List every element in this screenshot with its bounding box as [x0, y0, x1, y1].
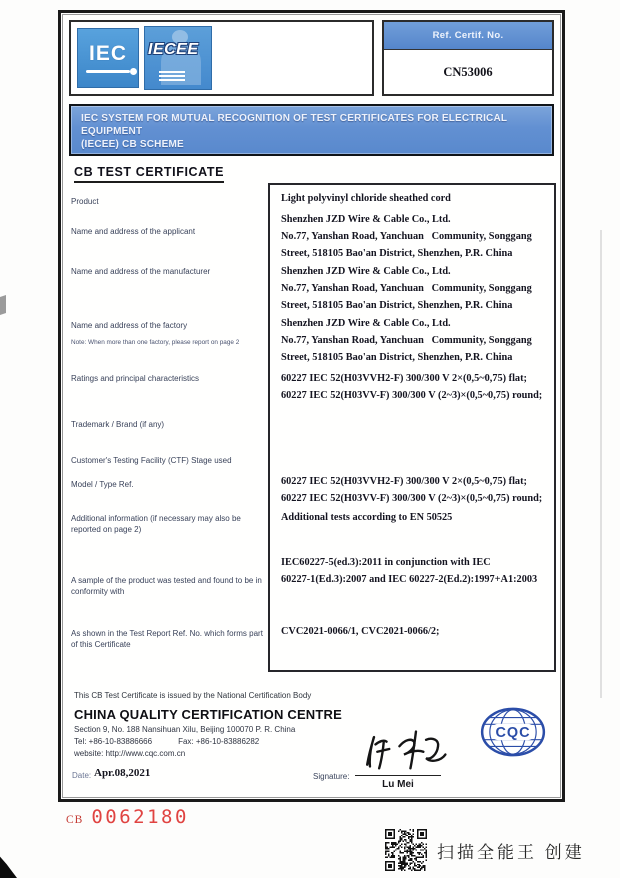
- label-model-type-ref: Model / Type Ref.: [71, 480, 134, 489]
- scheme-banner: [69, 104, 554, 156]
- iecee-logo-icon: [144, 26, 212, 90]
- certificate-frame: [58, 10, 565, 802]
- certificate-title: CB TEST CERTIFICATE: [74, 165, 224, 183]
- value-factory: Shenzhen JZD Wire & Cable Co., Ltd. No.77, Yanshan Road, Yanchuan Community, Songgang Street, 518105 Bao'an District, Shenzhen, P.R. China: [281, 318, 532, 364]
- ncb-website: website: http://www.cqc.com.cn: [74, 749, 186, 758]
- iec-logo-underline: [86, 70, 130, 73]
- ncb-tel: Tel: +86-10-83886666: [74, 737, 153, 746]
- cb-number: 0062180: [91, 806, 189, 828]
- handwritten-signature: [358, 723, 450, 775]
- iec-logo-text: IEC: [88, 42, 127, 65]
- fields-table: [71, 183, 556, 675]
- iecee-logo-text: IECEE: [148, 41, 199, 58]
- value-product: Light polyvinyl chloride sheathed cord: [281, 193, 451, 204]
- cqc-logo: [478, 705, 548, 759]
- value-ratings: 60227 IEC 52(H03VVH2-F) 300/300 V 2×(0,5~0,75) flat; 60227 IEC 52(H03VV-F) 300/300 V (2~3)×(0,5~0,75) round;: [281, 373, 543, 402]
- value-model-type-ref: 60227 IEC 52(H03VVH2-F) 300/300 V 2×(0,5~0,75) flat; 60227 IEC 52(H03VV-F) 300/300 V (2~3)×(0,5~0,75) round;: [281, 476, 543, 505]
- values-box: [268, 183, 556, 672]
- ref-certif-box: [382, 20, 554, 96]
- ncb-name: CHINA QUALITY CERTIFICATION CENTRE: [74, 707, 342, 722]
- label-factory: Name and address of the factory: [71, 321, 188, 330]
- signature-label: Signature:: [313, 772, 350, 781]
- scanner-watermark: [385, 829, 585, 871]
- date-label: Date:: [72, 771, 92, 780]
- scheme-banner-line2: (IECEE) CB SCHEME: [81, 139, 184, 150]
- value-additional-info: Additional tests according to EN 50525: [281, 512, 453, 523]
- issued-by-text: This CB Test Certificate is issued by the National Certification Body: [74, 691, 312, 700]
- value-test-report: CVC2021-0066/1, CVC2021-0066/2;: [281, 626, 440, 637]
- date-value: Apr.08,2021: [94, 767, 151, 779]
- ncb-fax: Fax: +86-10-83886282: [178, 737, 260, 746]
- label-ratings: Ratings and principal characteristics: [71, 374, 200, 383]
- signature-line: [355, 775, 441, 776]
- label-trademark: Trademark / Brand (if any): [71, 420, 165, 429]
- scan-corner-shadow: [0, 852, 17, 878]
- label-applicant: Name and address of the applicant: [71, 227, 196, 236]
- logo-box: [69, 20, 374, 96]
- label-conformity: A sample of the product was tested and found to be in conformity with: [71, 576, 262, 596]
- ref-certif-value: CN53006: [443, 64, 493, 79]
- certificate-title-wrap: [74, 163, 224, 183]
- value-manufacturer: Shenzhen JZD Wire & Cable Co., Ltd. No.77, Yanshan Road, Yanchuan Community, Songgang Street, 518105 Bao'an District, Shenzhen, P.R. China: [281, 266, 532, 312]
- signer-name: Lu Mei: [382, 779, 414, 790]
- scanner-watermark-text: 扫描全能王 创建: [437, 842, 585, 862]
- label-additional-info: Additional information (if necessary may also be reported on page 2): [71, 514, 241, 534]
- scheme-banner-line1: IEC SYSTEM FOR MUTUAL RECOGNITION OF TEST CERTIFICATES FOR ELECTRICAL EQUIPMENT: [81, 113, 508, 137]
- label-product: Product: [71, 197, 99, 206]
- label-manufacturer: Name and address of the manufacturer: [71, 267, 211, 276]
- label-ctf-stage: Customer's Testing Facility (CTF) Stage used: [71, 456, 232, 465]
- value-conformity: IEC60227-5(ed.3):2011 in conjunction with IEC 60227-1(Ed.3):2007 and IEC 60227-2(Ed.2):1997+A1:2003: [281, 557, 538, 586]
- scan-fold-line: [600, 230, 602, 698]
- iec-logo-icon: [77, 28, 139, 88]
- value-applicant: Shenzhen JZD Wire & Cable Co., Ltd. No.77, Yanshan Road, Yanchuan Community, Songgang Street, 518105 Bao'an District, Shenzhen, P.R. China: [281, 214, 532, 260]
- iec-logo-dot: [130, 68, 137, 75]
- ncb-tel-fax: [74, 737, 259, 746]
- scan-edge-mark: [0, 295, 6, 315]
- cb-prefix: CB: [66, 814, 84, 826]
- ncb-address: Section 9, No. 188 Nansihuan Xilu, Beijing 100070 P. R. China: [74, 725, 296, 734]
- label-test-report: As shown in the Test Report Ref. No. which forms part of this Certificate: [71, 629, 263, 649]
- header-row: [69, 20, 554, 96]
- cb-certificate-number: [66, 806, 189, 828]
- factory-note: Note: When more than one factory, please report on page 2: [71, 339, 240, 346]
- cqc-logo-text: CQC: [495, 724, 531, 741]
- iecee-logo-lines: [159, 71, 185, 81]
- ref-certif-label: Ref. Certif. No.: [384, 22, 552, 50]
- qr-code-icon: [385, 829, 427, 871]
